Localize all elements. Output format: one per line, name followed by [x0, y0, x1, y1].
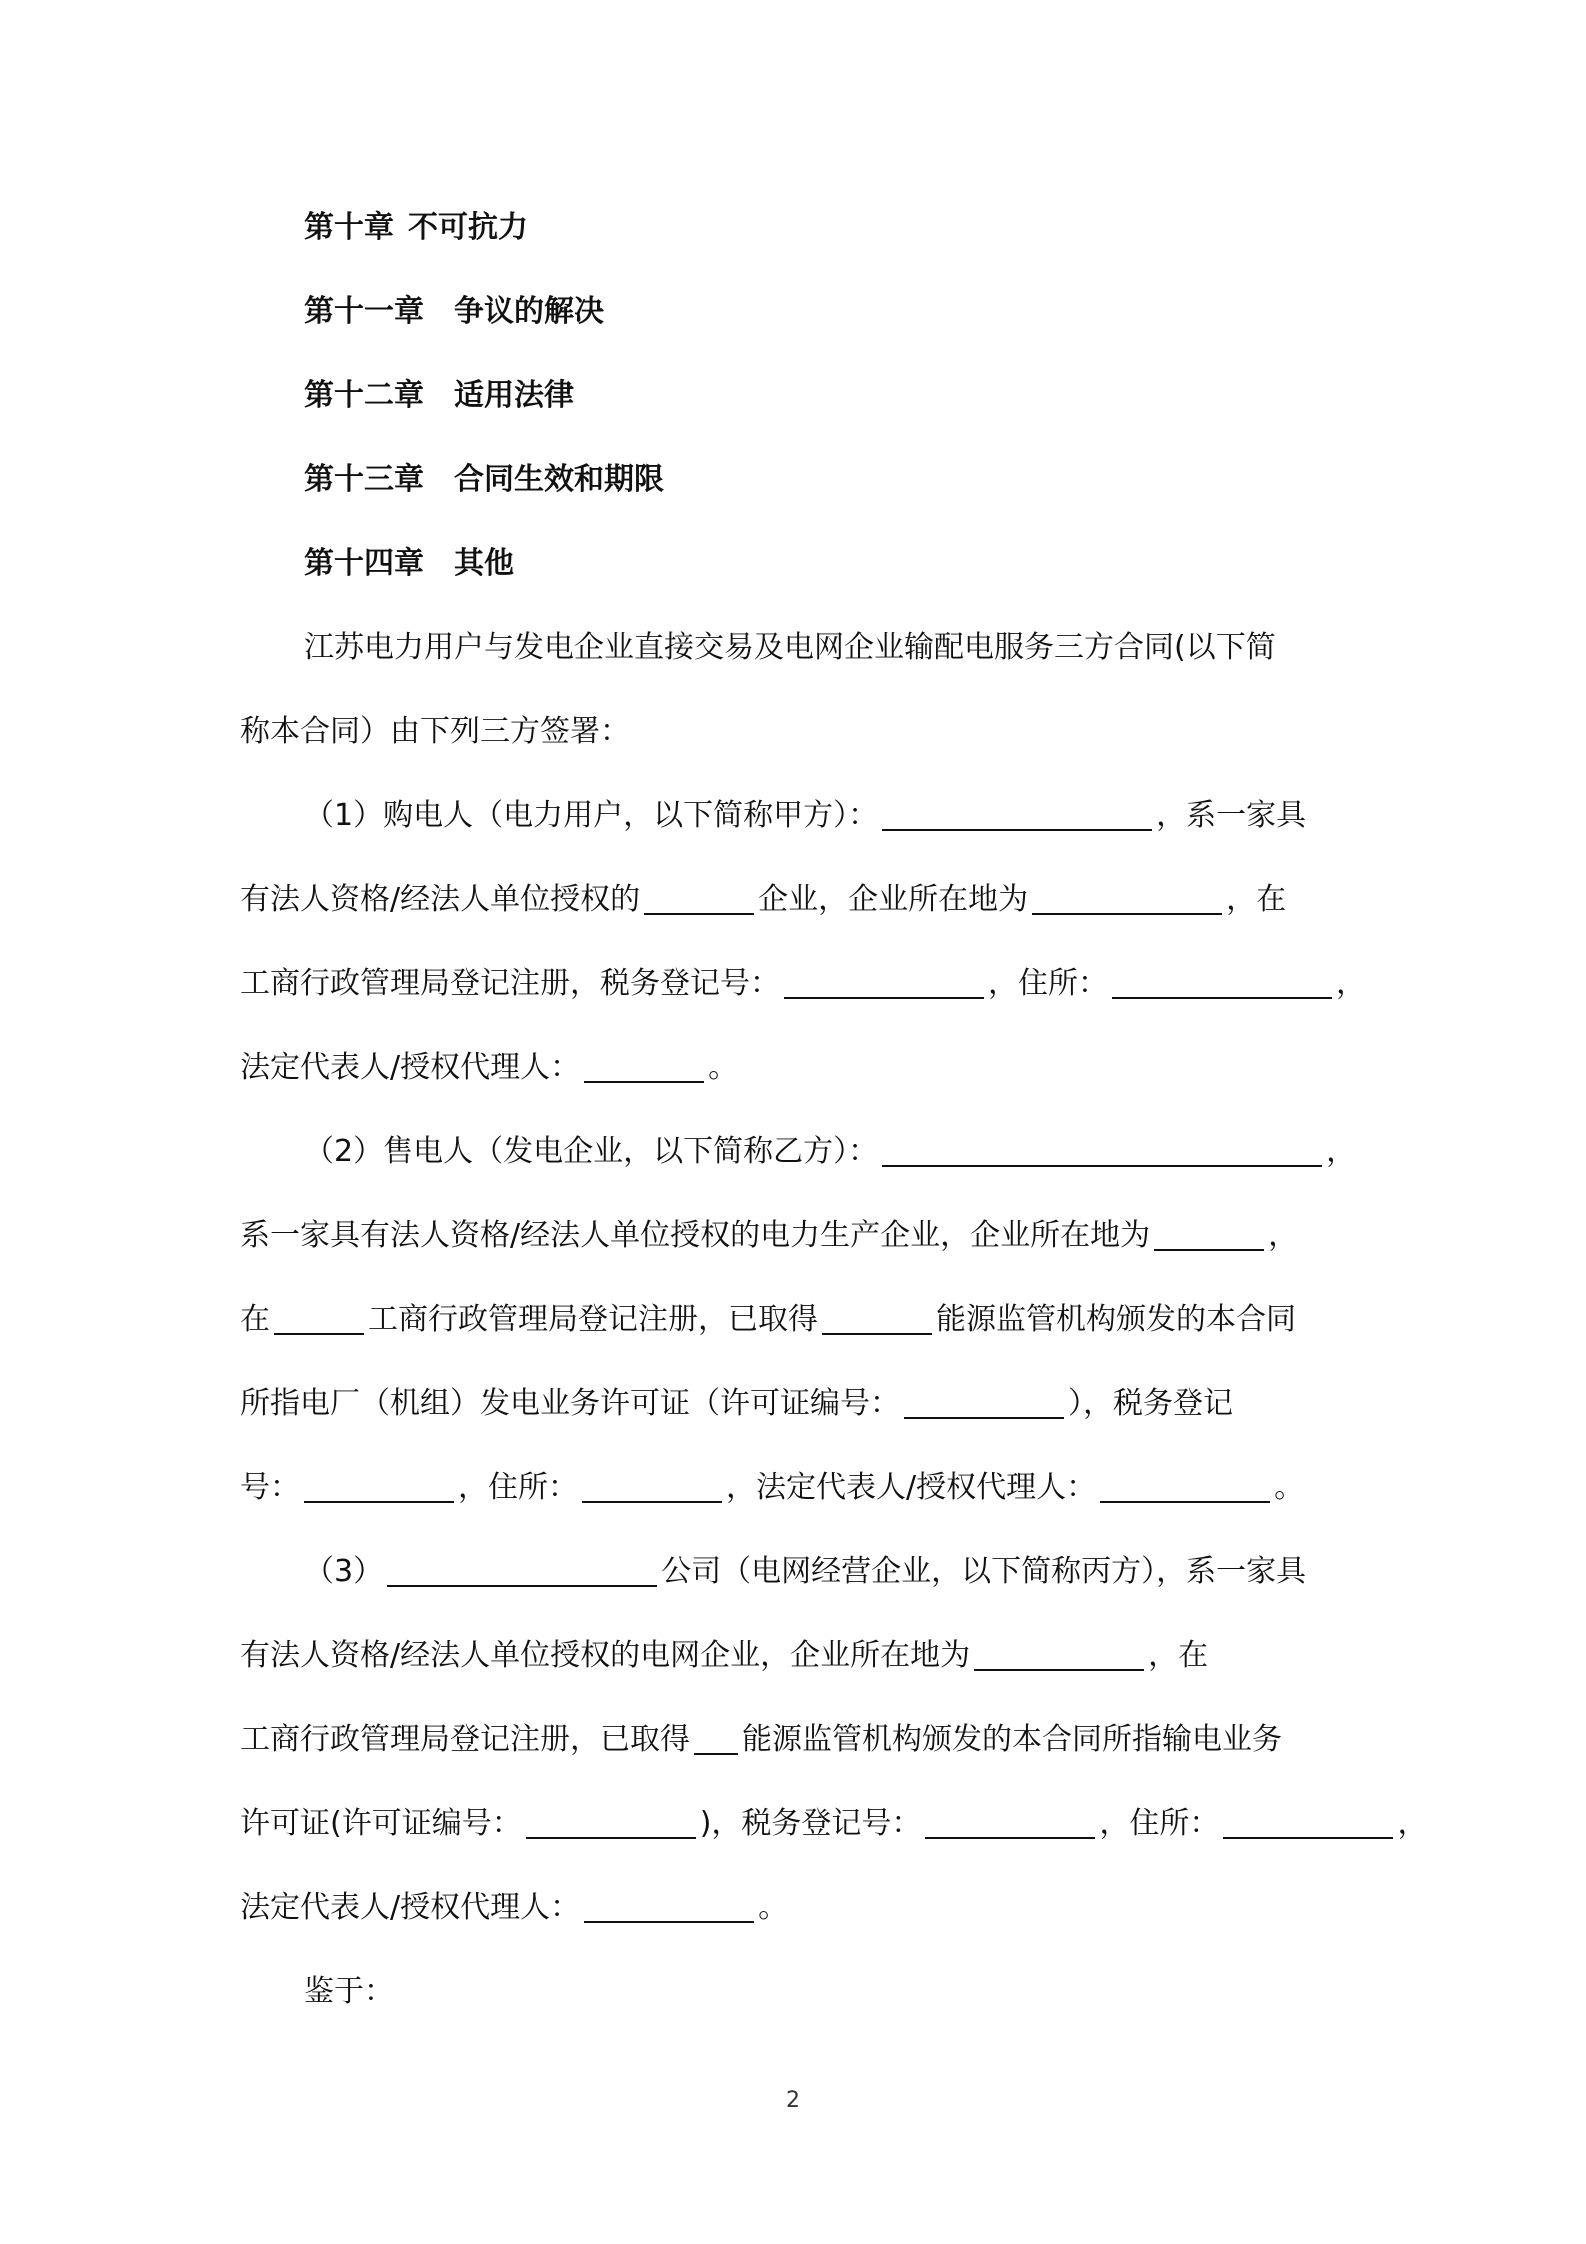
party1-text: ，	[1336, 966, 1366, 1001]
party2-text: 工商行政管理局登记注册，已取得	[368, 1302, 818, 1337]
party1-line-3	[240, 958, 1380, 1010]
party3-text: ，在	[1148, 1638, 1209, 1673]
grid-location-field[interactable]	[974, 1635, 1144, 1671]
toc-item-11	[304, 286, 1444, 338]
toc-item-14	[304, 538, 1444, 590]
party3-text: 公司（电网经营企业，以下简称丙方），系一家具	[661, 1554, 1307, 1589]
party1-line-2	[240, 874, 1380, 926]
seller-license-field[interactable]	[904, 1383, 1064, 1419]
party1-text: 。	[708, 1050, 739, 1085]
party3-line-4	[240, 1798, 1428, 1850]
buyer-representative-field[interactable]	[584, 1047, 704, 1083]
toc-title: 不可抗力	[408, 210, 528, 245]
grid-address-field[interactable]	[1223, 1803, 1393, 1839]
party2-text: 能源监管机构颁发的本合同	[936, 1302, 1296, 1337]
toc-item-10	[304, 202, 1444, 254]
party3-text: 法定代表人/授权代理人：	[240, 1890, 581, 1925]
seller-tax-id-field[interactable]	[304, 1467, 454, 1503]
buyer-type-field[interactable]	[644, 879, 754, 915]
toc-title: 合同生效和期限	[454, 462, 664, 497]
seller-regulator-field[interactable]	[822, 1299, 932, 1335]
party1-text: ，住所：	[988, 966, 1108, 1001]
party2-text: 在	[240, 1302, 270, 1337]
party2-text: ，法定代表人/授权代理人：	[726, 1470, 1097, 1505]
party2-line-4	[240, 1378, 1380, 1430]
party1-text: ，在	[1226, 882, 1287, 917]
grid-license-field[interactable]	[526, 1803, 696, 1839]
party2-line-5	[240, 1462, 1380, 1514]
party3-line-5	[240, 1882, 1380, 1934]
party2-text: ），税务登记	[1068, 1386, 1233, 1421]
party3-text: 工商行政管理局登记注册，已取得	[240, 1722, 690, 1757]
party2-text: 所指电厂（机组）发电业务许可证（许可证编号：	[240, 1386, 900, 1421]
party2-text: 系一家具有法人资格/经法人单位授权的电力生产企业，企业所在地为	[240, 1218, 1151, 1253]
buyer-location-field[interactable]	[1032, 879, 1222, 915]
party2-text: 。	[1274, 1470, 1305, 1505]
party2-line-3	[240, 1294, 1380, 1346]
seller-name-field[interactable]	[882, 1131, 1322, 1167]
seller-location-field[interactable]	[1154, 1215, 1264, 1251]
party1-line-4	[240, 1042, 1380, 1094]
party1-line-1	[304, 790, 1444, 842]
party3-text: （3）	[304, 1554, 384, 1589]
toc-num: 第十章	[304, 210, 394, 245]
whereas-heading: 鉴于：	[304, 1974, 394, 2009]
party1-text: 有法人资格/经法人单位授权的	[240, 882, 641, 917]
grid-tax-id-field[interactable]	[925, 1803, 1095, 1839]
party2-line-2	[240, 1210, 1380, 1262]
party3-text: 有法人资格/经法人单位授权的电网企业，企业所在地为	[240, 1638, 971, 1673]
party3-line-1	[304, 1546, 1444, 1598]
intro-line-2: 称本合同）由下列三方签署：	[240, 714, 630, 749]
grid-representative-field[interactable]	[584, 1887, 754, 1923]
seller-registration-field[interactable]	[274, 1299, 364, 1335]
toc-num: 第十二章	[304, 378, 424, 413]
toc-title: 争议的解决	[454, 294, 604, 329]
party1-text: 企业，企业所在地为	[758, 882, 1029, 917]
party2-line-1	[304, 1126, 1444, 1178]
seller-representative-field[interactable]	[1100, 1467, 1270, 1503]
party1-text: （1）购电人（电力用户，以下简称甲方）：	[304, 798, 879, 833]
page-number: 2	[786, 2088, 800, 2113]
toc-num: 第十四章	[304, 546, 424, 581]
toc-num: 第十一章	[304, 294, 424, 329]
buyer-name-field[interactable]	[882, 795, 1152, 831]
party3-text: )，税务登记号：	[699, 1806, 922, 1841]
grid-company-field[interactable]	[387, 1551, 657, 1587]
toc-title: 适用法律	[454, 378, 574, 413]
party3-text: ，住所：	[1099, 1806, 1220, 1841]
party3-text: 许可证(许可证编号：	[240, 1806, 522, 1841]
party3-text: ，	[1397, 1806, 1428, 1841]
buyer-tax-id-field[interactable]	[784, 963, 984, 999]
party1-text: 法定代表人/授权代理人：	[240, 1050, 581, 1085]
party1-text: 工商行政管理局登记注册，税务登记号：	[240, 966, 780, 1001]
party2-text: 号：	[240, 1470, 300, 1505]
grid-regulator-field[interactable]	[694, 1719, 738, 1755]
party2-text: ，住所：	[458, 1470, 578, 1505]
intro-line-1: 江苏电力用户与发电企业直接交易及电网企业输配电服务三方合同(以下简	[304, 630, 1276, 665]
party2-text: （2）售电人（发电企业，以下简称乙方）：	[304, 1134, 879, 1169]
party3-line-2	[240, 1630, 1380, 1682]
toc-item-12	[304, 370, 1444, 422]
toc-title: 其他	[454, 546, 514, 581]
party1-text: ，系一家具	[1156, 798, 1307, 833]
toc-num: 第十三章	[304, 462, 424, 497]
party3-text: 能源监管机构颁发的本合同所指输电业务	[742, 1722, 1282, 1757]
buyer-address-field[interactable]	[1112, 963, 1332, 999]
party3-line-3	[240, 1714, 1380, 1766]
party2-text: ，	[1326, 1134, 1357, 1169]
party2-text: ，	[1268, 1218, 1299, 1253]
seller-address-field[interactable]	[582, 1467, 722, 1503]
party3-text: 。	[758, 1890, 789, 1925]
toc-item-13	[304, 454, 1444, 506]
